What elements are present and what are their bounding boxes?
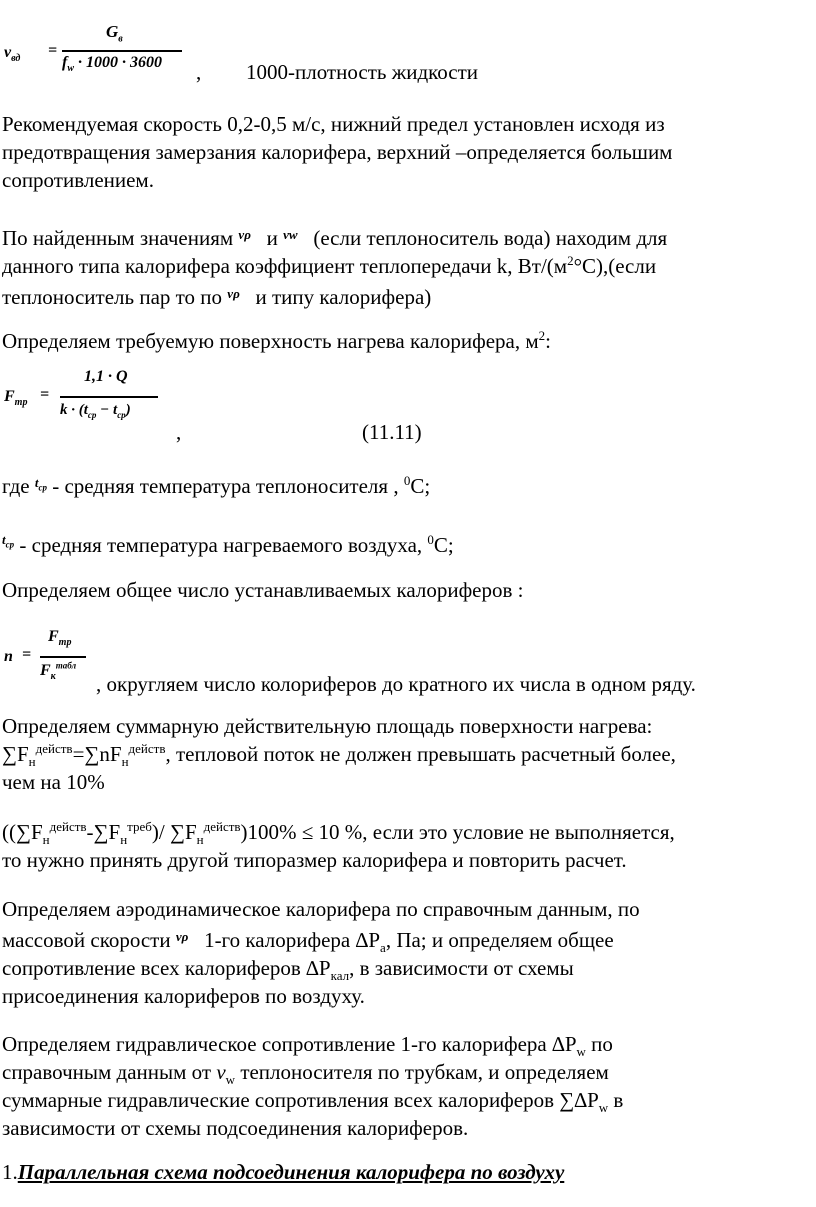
paragraph-heater-count: Определяем общее число устанавливаемых калориферов : (2, 578, 524, 602)
air-temp-definition: $^{t_{ср}}$ - средняя температура нагреваемого воздуха, $^0$С; (2, 532, 454, 557)
formula2-comma: , (176, 420, 182, 444)
paragraph-aerodynamic: Определяем аэродинамическое калорифера по справочным данным, по массовой скорости $^{v\rho}$ 1-го калорифера $\Delta Р_а$, Па; и определяем общее сопротивление всех калориферов $\Delta Р_{кал}$, в зависимости от схемы присоединения калориферов по воздуху. (2, 897, 640, 1008)
density-note: 1000-плотность жидкости (246, 60, 479, 84)
paragraph-found-values: По найденным значениям $^{v\rho}$ и $^{vw}$ (если теплоноситель вода) находим для данного типа калорифера коэффициент теплопередачи k, $Вт/(м^2^\circ С),(если$ теплоноситель пар то по $^{v\rho}$ и типу калорифера) (2, 226, 668, 309)
where-heat-carrier-temp: где $^{t_{ср}}$ - средняя температура теплоносителя , $^0$С; (2, 473, 431, 498)
fraction-bar (60, 396, 158, 398)
paragraph-required-surface: Определяем требуемую поверхность нагрева калорифера, $м^2$: (2, 328, 551, 353)
paragraph-total-area: Определяем суммарную действительную площадь поверхности нагрева: $\sum F_н^{действ}=\sum nF_н^{действ}$, тепловой поток не должен превышать расчетный более, чем на 10% (2, 714, 676, 794)
section-heading: 1.Параллельная схема подсоединения калорифера по воздуху (2, 1160, 565, 1184)
v-rho-symbol: vρ (238, 227, 251, 242)
fraction-bar (62, 50, 182, 52)
paragraph-hydraulic: Определяем гидравлическое сопротивление 1-го калорифера $\Delta Р_w$ по справочным данным от $v_w$ теплоносителя по трубкам, и определяем суммарные гидравлические сопротивления всех калориферов $\sum\Delta Р_w$ в зависимости от схемы подсоединения калориферов. (2, 1032, 624, 1140)
equation-number: (11.11) (362, 420, 422, 444)
rounding-note: , округляем число колориферов до кратного их числа в одном ряду. (96, 672, 696, 696)
fraction-bar (40, 656, 86, 658)
paragraph-recommended-speed: Рекомендуемая скорость 0,2-0,5 м/с, нижний предел установлен исходя из предотвращения замерзания калорифера, верхний –определяется большим сопротивлением. (2, 112, 673, 192)
formula1-comma: , (196, 60, 202, 84)
v-w-symbol: vw (283, 227, 298, 242)
paragraph-condition: ($(\sum F_н^{действ}-\sum F_н^{треб})/$ $\sum F_н^{действ})100\% \le 10$ %, если это условие не выполняется, то нужно принять другой типоразмер калорифера и повторить расчет. (2, 819, 675, 872)
